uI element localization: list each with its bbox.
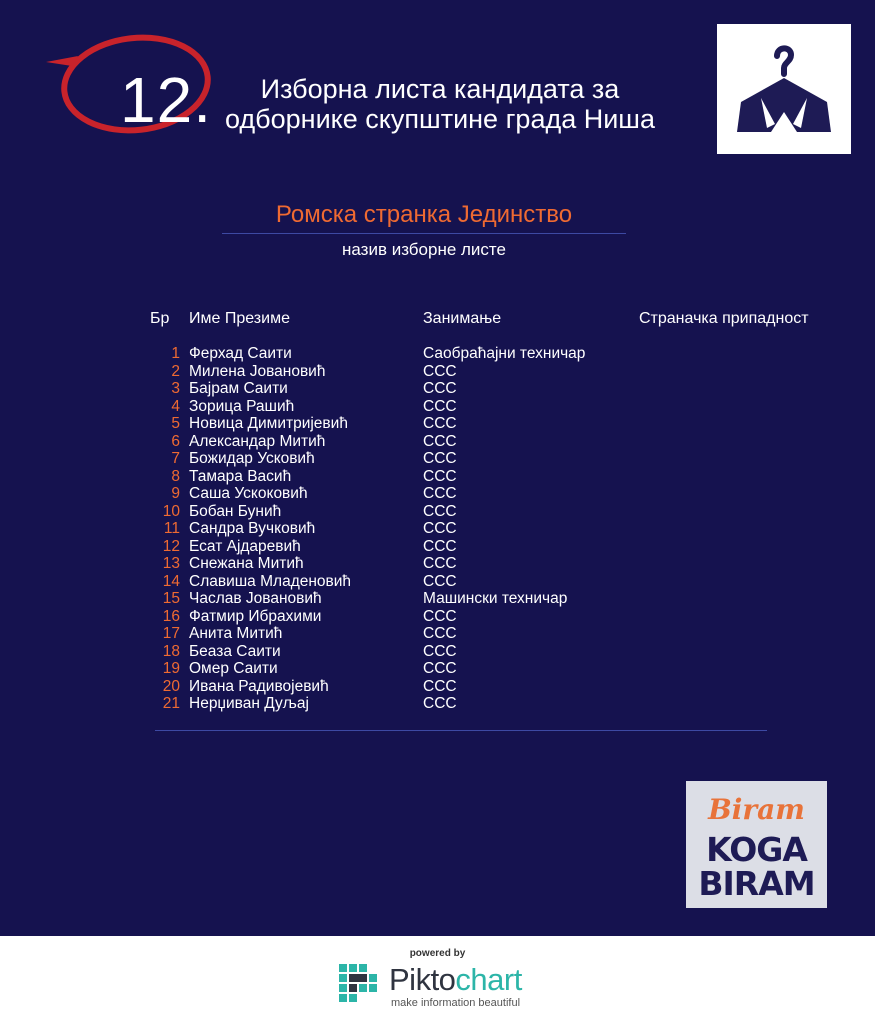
table-row [0, 538, 875, 556]
row-number: 15 [162, 590, 180, 607]
biram-koga-biram-logo [686, 781, 827, 908]
candidate-occupation: ССС [423, 695, 457, 712]
table-row [0, 468, 875, 486]
page-title [190, 74, 690, 134]
candidate-name: Милена Јовановић [189, 362, 326, 380]
candidate-occupation: ССС [423, 432, 457, 450]
candidate-occupation: ССС [423, 537, 457, 555]
column-header-party: Страначка припадност [639, 310, 809, 327]
logo-line-3: BIRAM [698, 864, 815, 903]
piktochart-wordmark [389, 962, 522, 998]
candidate-name: Бобан Бунић [189, 502, 282, 520]
candidate-occupation: ССС [423, 520, 457, 537]
table-row [0, 398, 875, 416]
divider [155, 730, 767, 731]
table-row [0, 503, 875, 521]
logo-line-2: KOGA [706, 830, 807, 869]
candidate-name: Есат Ајдаревић [189, 537, 301, 555]
candidate-occupation: ССС [423, 642, 457, 660]
candidate-name: Часлав Јовановић [189, 590, 322, 607]
table-row [0, 660, 875, 678]
row-number: 3 [171, 380, 180, 397]
row-number: 9 [171, 485, 180, 502]
table-row [0, 678, 875, 696]
candidate-name: Фатмир Ибрахими [189, 607, 322, 625]
candidate-name: Зорица Рашић [189, 397, 295, 415]
candidate-name: Новица Димитријевић [189, 415, 348, 432]
table-row [0, 363, 875, 381]
candidate-name: Александар Митић [189, 432, 326, 450]
row-number: 1 [171, 345, 180, 362]
candidate-name: Снежана Митић [189, 555, 304, 572]
table-row [0, 643, 875, 661]
title-line-1: Изборна листа кандидата за [260, 74, 620, 104]
row-number: 18 [162, 642, 180, 660]
table-row [0, 608, 875, 626]
row-number: 10 [162, 502, 180, 520]
table-row [0, 520, 875, 538]
list-name-caption: назив изборне листе [342, 240, 506, 259]
candidate-name: Омер Саити [189, 660, 278, 677]
row-number: 21 [162, 695, 180, 712]
piktochart-logo-icon [339, 964, 383, 1010]
title-line-2: одборнике скупштине града Ниша [225, 104, 655, 134]
list-number: 12. [120, 64, 212, 136]
table-row [0, 345, 875, 363]
table-row [0, 485, 875, 503]
column-header-name: Име Презиме [189, 310, 290, 327]
candidate-name: Сандра Вучковић [189, 520, 316, 537]
piktochart-tagline: make information beautiful [391, 997, 521, 1009]
hanger-suit-icon [717, 24, 851, 154]
candidate-name: Анита Митић [189, 625, 283, 642]
row-number: 7 [171, 450, 180, 467]
row-number: 4 [171, 397, 180, 415]
table-row [0, 590, 875, 608]
row-number: 12 [162, 537, 180, 555]
table-row [0, 695, 875, 713]
row-number: 19 [162, 660, 180, 677]
candidate-occupation: ССС [423, 380, 457, 397]
candidate-occupation: ССС [423, 625, 457, 642]
candidate-name: Ферхад Саити [189, 345, 292, 362]
brand-part-1: Pikto [389, 962, 456, 997]
row-number: 6 [171, 432, 180, 450]
row-number: 8 [171, 467, 180, 485]
column-header-number: Бр [150, 310, 170, 327]
powered-by-label: powered by [409, 948, 466, 959]
candidate-name: Бајрам Саити [189, 380, 288, 397]
row-number: 14 [162, 572, 180, 590]
candidate-occupation: ССС [423, 607, 457, 625]
candidate-name: Божидар Ускoвић [189, 450, 315, 467]
candidate-name: Беаза Саити [189, 642, 281, 660]
candidate-occupation: ССС [423, 415, 457, 432]
table-row [0, 555, 875, 573]
candidate-occupation: ССС [423, 677, 457, 695]
row-number: 20 [162, 677, 180, 695]
row-number: 13 [162, 555, 180, 572]
candidate-occupation: ССС [423, 660, 457, 677]
candidate-occupation: ССС [423, 450, 457, 467]
table-row [0, 573, 875, 591]
column-header-occupation: Занимање [423, 310, 502, 327]
table-row [0, 415, 875, 433]
candidate-list [0, 345, 875, 713]
table-row [0, 625, 875, 643]
candidate-occupation: ССС [423, 555, 457, 572]
candidate-occupation: ССС [423, 485, 457, 502]
row-number: 5 [171, 415, 180, 432]
candidate-occupation: ССС [423, 362, 457, 380]
table-row [0, 450, 875, 468]
table-row [0, 380, 875, 398]
row-number: 17 [162, 625, 180, 642]
candidate-name: Нерџиван Дуљај [189, 695, 309, 712]
candidate-name: Славиша Младеновић [189, 572, 352, 590]
candidate-occupation: ССС [423, 397, 457, 415]
piktochart-footer[interactable] [0, 936, 875, 1024]
candidate-name: Тамара Васић [189, 467, 292, 485]
candidate-occupation: ССС [423, 467, 457, 485]
logo-script-text: Biram [708, 793, 805, 826]
row-number: 16 [162, 607, 180, 625]
candidate-occupation: ССС [423, 502, 457, 520]
candidate-occupation: Саобраћајни техничар [423, 345, 586, 362]
candidate-occupation: ССС [423, 572, 457, 590]
candidate-occupation: Машински техничар [423, 590, 568, 607]
brand-part-2: chart [455, 962, 522, 997]
table-row [0, 433, 875, 451]
candidate-name: Ивана Радивојевић [189, 677, 329, 695]
list-name: Ромска странка Јединство [222, 201, 626, 234]
candidate-name: Саша Ускоковић [189, 485, 308, 502]
row-number: 11 [163, 520, 180, 537]
row-number: 2 [171, 362, 180, 380]
